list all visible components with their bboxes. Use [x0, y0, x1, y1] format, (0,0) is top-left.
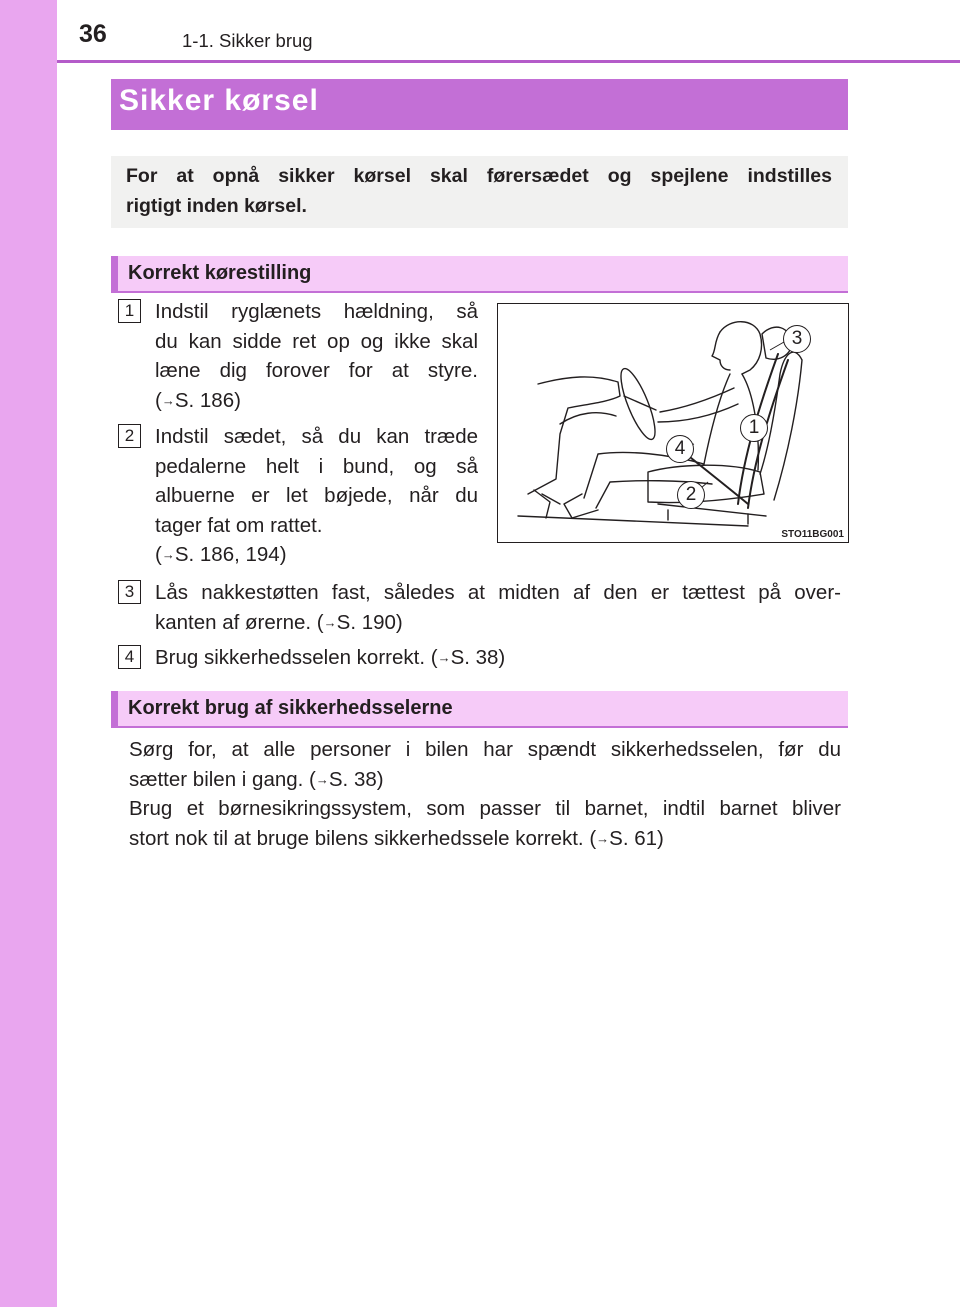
item-2-page-ref[interactable]: S. 186, 194): [174, 543, 287, 566]
para-1-line-1: Sørg for, at alle personer i bilen har spændt sikkerhedsselen, før du: [129, 738, 841, 761]
arrow-right-icon: →: [161, 547, 175, 562]
section-heading-driving-position: [111, 256, 848, 293]
item-number-4: 4: [118, 645, 141, 669]
item-number-1: 1: [118, 299, 141, 323]
para-2-line-2-text: stort nok til at bruge bilens sikkerhedssele korrekt. (: [129, 826, 597, 850]
arrow-right-icon: →: [596, 830, 610, 846]
callout-1: 1: [740, 414, 768, 442]
item-3-line-1: Lås nakkestøtten fast, således at midten af den er tættest på over-: [155, 581, 841, 604]
item-2-text: [155, 422, 478, 570]
page-number: 36: [79, 20, 107, 48]
section-heading-seatbelts: [111, 691, 848, 728]
item-number-2: 2: [118, 424, 141, 448]
item-3-text: [155, 578, 841, 637]
item-4-text: [155, 643, 841, 673]
item-1-line-1: Indstil ryglænets hældning, så: [155, 300, 478, 323]
callout-3: 3: [783, 325, 811, 353]
arrow-right-icon: →: [437, 650, 451, 665]
item-2-ref-line: (→S. 186, 194): [155, 543, 287, 566]
para-2-page-ref[interactable]: S. 61): [609, 826, 664, 850]
item-2-line-4: tager fat om rattet.: [155, 513, 323, 537]
seatbelt-paragraph: [129, 735, 841, 853]
item-4-line-text: Brug sikkerhedsselen korrekt. (: [155, 646, 438, 669]
item-2-line-1: Indstil sædet, så du kan træde: [155, 425, 478, 448]
item-1-line-3: læne dig forover for at styre.: [155, 359, 478, 382]
arrow-right-icon: →: [161, 392, 175, 408]
callout-2: 2: [677, 481, 705, 509]
item-1-line-2: du kan sidde ret op og ikke skal: [155, 329, 478, 353]
item-4-line-1: [155, 643, 841, 673]
figure-code: STO11BG001: [781, 529, 844, 540]
intro-text: [126, 161, 832, 221]
page-title: Sikker kørsel: [119, 84, 319, 117]
item-4-page-ref[interactable]: S. 38): [450, 646, 506, 669]
section-heading-text: Korrekt kørestilling: [128, 262, 312, 284]
section-heading-text: Korrekt brug af sikkerhedsselerne: [128, 697, 453, 719]
item-1-ref-line: (→S. 186): [155, 388, 241, 412]
side-color-strip: [0, 0, 57, 1307]
arrow-right-icon: →: [323, 614, 337, 630]
item-number-3: 3: [118, 580, 141, 604]
intro-line-1: For at opnå sikker kørsel skal førersædet og spejlene indstilles: [126, 165, 832, 187]
item-1-page-ref[interactable]: S. 186): [174, 388, 241, 412]
title-bar: [111, 79, 848, 130]
intro-box: [111, 156, 848, 228]
callout-4: 4: [666, 435, 694, 463]
para-1-line-2-text: sætter bilen i gang. (: [129, 767, 316, 791]
item-2-line-3: albuerne er let bøjede, når du: [155, 484, 478, 507]
para-1-line-2: [129, 765, 841, 795]
seating-position-illustration: [497, 303, 849, 543]
arrow-right-icon: →: [315, 771, 329, 787]
item-2-line-2: pedalerne helt i bund, og så: [155, 454, 478, 478]
item-3-line-2-text: kanten af ørerne. (: [155, 610, 324, 634]
running-header: 1-1. Sikker brug: [182, 30, 313, 51]
intro-line-2: rigtigt inden kørsel.: [126, 195, 307, 217]
para-2-line-1: Brug et børnesikringssystem, som passer til barnet, indtil barnet bliver: [129, 797, 841, 820]
para-2-line-2: [129, 824, 841, 854]
item-3-page-ref[interactable]: S. 190): [336, 610, 403, 634]
para-1-page-ref[interactable]: S. 38): [328, 767, 384, 791]
item-1-text: [155, 297, 478, 415]
header-rule: [57, 60, 960, 63]
item-3-line-2: [155, 608, 841, 638]
